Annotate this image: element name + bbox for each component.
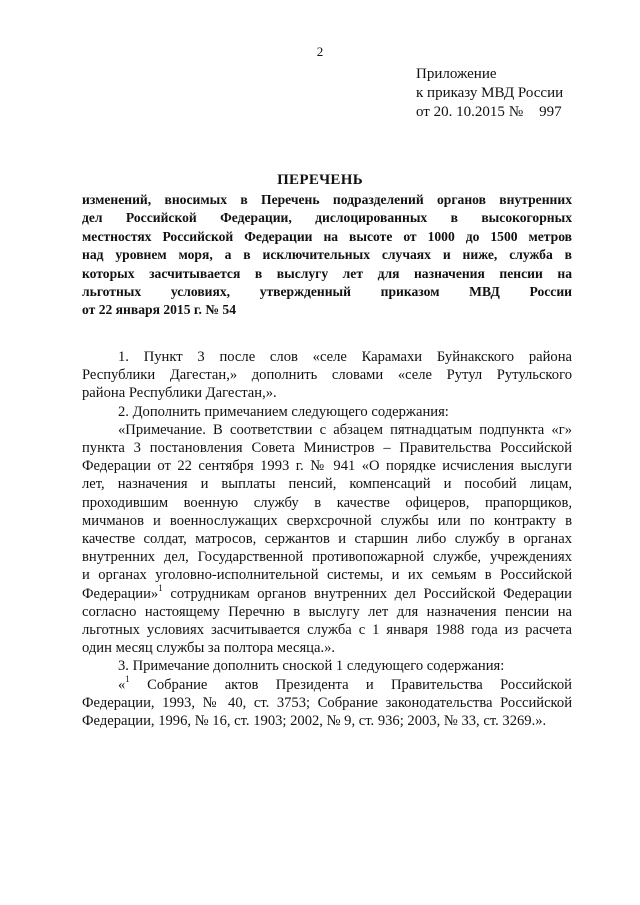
paragraph-note	[82, 421, 572, 658]
page-number: 2	[316, 44, 324, 59]
subtitle-line: от 22 января 2015 г. № 54	[82, 302, 236, 318]
footnote-mark: 1	[125, 673, 130, 684]
paragraph-line: льготных условиях засчитывается служба с 1 января 1988 года из расчета	[82, 622, 572, 639]
order-date: от 20. 10.2015	[416, 104, 505, 120]
subtitle-line: местностях Российской Федерации на высоте от 1000 до 1500 метров	[82, 228, 572, 244]
paragraph-line: 3. Примечание дополнить сноской 1 следующего содержания:	[118, 658, 505, 675]
paragraph-line: 1. Пункт 3 после слов «селе Карамахи Буйнакского района	[118, 349, 572, 365]
subtitle-line: над уровнем моря, а в исключительных случаях и ниже, служба в	[82, 247, 572, 263]
paragraph-line: и органах уголовно-исполнительной системы, и их семьям в Российской	[82, 567, 572, 584]
appendix-order-ref: к приказу МВД России	[416, 85, 564, 101]
paragraph-item-1	[82, 348, 572, 403]
document-subtitle	[82, 191, 572, 320]
paragraph-line: мичманов и военнослужащих сверхсрочной службы или по контракту в	[82, 512, 572, 529]
footnote-text: Собрание актов Президента и Правительства Российской	[129, 676, 572, 693]
paragraph-line: Федерации, 1993, № 40, ст. 3753; Собрание законодательства Российской	[82, 694, 572, 711]
footnote-text: «	[118, 676, 126, 693]
paragraph-line: согласно настоящему Перечню в выслугу лет для назначения пенсии на	[82, 603, 572, 620]
paragraph-item-2	[82, 403, 572, 421]
note-text: Федерации»	[82, 585, 159, 602]
paragraph-line: «Примечание. В соответствии с абзацем пятнадцатым подпункта «г»	[118, 421, 572, 438]
paragraph-line: качестве солдат, матросов, сержантов и старшин либо службу в органах	[82, 531, 572, 548]
subtitle-line: изменений, вносимых в Перечень подразделений органов внутренних	[82, 192, 572, 207]
paragraph-line	[82, 673, 572, 694]
paragraph-item-3	[82, 657, 572, 675]
paragraph-line: 2. Дополнить примечанием следующего содержания:	[118, 403, 449, 420]
paragraph-line: Федерации от 22 сентября 1993 г. № 941 «О порядке исчисления выслуги	[82, 458, 572, 475]
order-number-sign: №	[508, 104, 524, 120]
paragraph-line: один месяц службы за полтора месяца.».	[82, 640, 336, 657]
subtitle-line: которых засчитывается в выслугу лет для назначения пенсии на	[82, 265, 572, 281]
order-number: 997	[539, 104, 562, 120]
paragraph-line: пункта 3 постановления Совета Министров – Правительства Российской	[82, 440, 572, 457]
subtitle-line: льготных условиях, утвержденный приказом МВД России	[82, 284, 572, 300]
paragraph-line: лет, назначения и выплаты пенсий, компенсаций и пособий лицам,	[82, 476, 572, 493]
document-heading: ПЕРЕЧЕНЬ	[277, 172, 363, 188]
document-body	[82, 348, 572, 730]
note-text: сотрудникам органов внутренних дел Российской Федерации	[162, 585, 572, 602]
paragraph-line: района Республики Дагестан,».	[82, 385, 277, 402]
appendix-title: Приложение	[416, 66, 497, 82]
appendix-order-date	[416, 103, 563, 122]
paragraph-line	[82, 582, 572, 603]
appendix-block	[416, 65, 563, 122]
footnote-ref: 1	[158, 582, 163, 593]
paragraph-footnote	[82, 673, 572, 731]
paragraph-line: Республики Дагестан,» дополнить словами «селе Рутул Рутульского	[82, 367, 572, 384]
paragraph-line: внутренних дел, Государственной противопожарной службе, учреждениях	[82, 549, 572, 566]
subtitle-line: дел Российской Федерации, дислоцированных в высокогорных	[82, 210, 572, 226]
paragraph-line: Федерации, 1996, № 16, ст. 1903; 2002, № 9, ст. 936; 2003, № 33, ст. 3269.».	[82, 713, 547, 730]
paragraph-line: проходившим военную службу в качестве офицеров, прапорщиков,	[82, 494, 572, 511]
